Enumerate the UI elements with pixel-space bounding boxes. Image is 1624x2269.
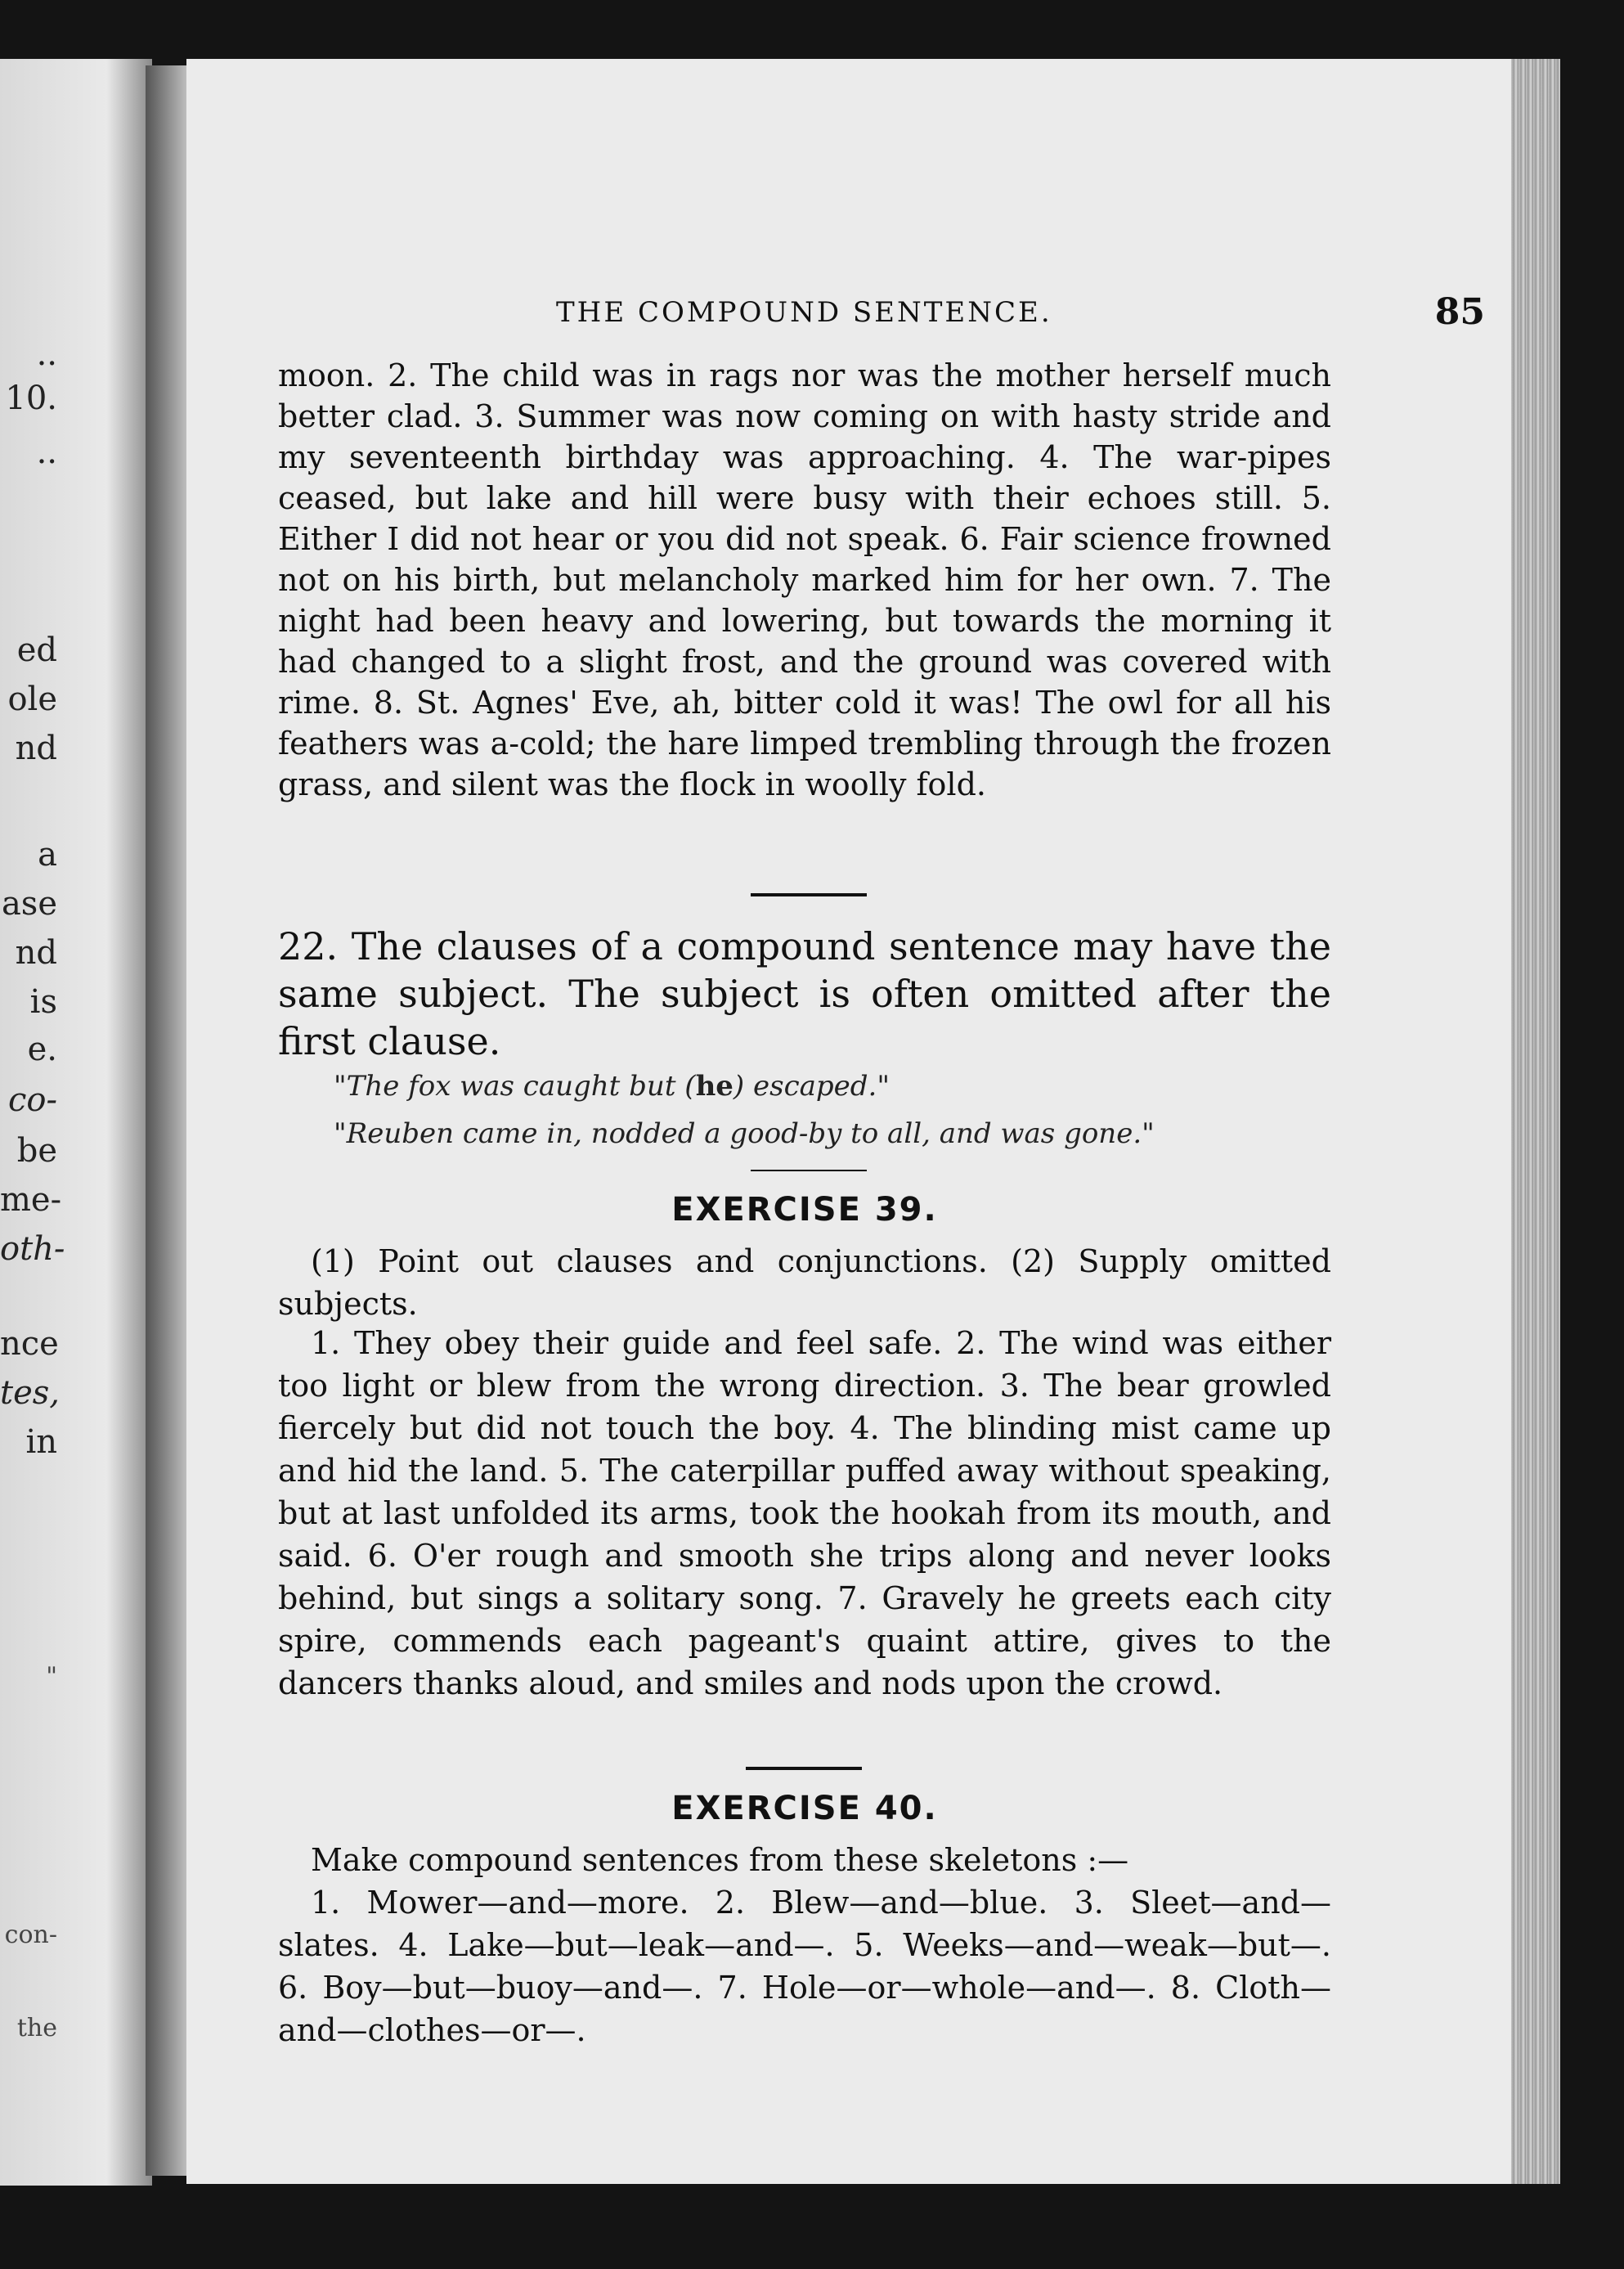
left-page-edge [0,59,152,2186]
left-page-fragment: a [38,836,57,874]
left-page-fragment: nce [0,1325,59,1363]
left-page-fragment: ed [16,631,57,669]
exercise-40-text: 1. Mower—and—more. 2. Blew—and—blue. 3. Sleet—and—slates. 4. Lake—but—leak—and—. 5. Weeks—and—weak—but—. 6. Boy—but—buoy—and—. 7. Hole—or—whole—and—. 8. Cloth—and—clothes—or—. [278,1885,1331,2048]
example-sentence: "Reuben came in, nodded a good-by to all, and was gone." [334,1117,1155,1150]
page-stack-edge [1511,59,1560,2184]
example-text: "The fox was caught but ( [334,1070,696,1103]
left-page-fragment: e. [27,1031,57,1068]
left-page-fragment: is [29,983,57,1021]
left-page-fragment: ole [7,681,57,718]
section-divider [746,1767,862,1770]
continuation-paragraph: moon. 2. The child was in rags nor was the mother herself much better clad. 3. Summer was now coming on with hasty stride and my seventeenth birthday was approaching. 4. The war-pipes ceased, but lake and hill were busy with their echoes still. 5. Either I did not hear or you did not speak. 6. Fair science frowned not on his birth, but melancholy marked him for her own. 7. The night had been heavy and lowering, but towards the morning it had changed to a slight frost, and the ground was covered with rime. 8. St. Agnes' Eve, ah, bitter cold it was! The owl for all his feathers was a-cold; the hare limped trembling through the frozen grass, and silent was the flock in woolly fold. [278,357,1331,802]
exercise-39-text: 1. They obey their guide and feel safe. 2. The wind was either too light or blew from the wrong direction. 3. The bear growled fiercely but did not touch the boy. 4. The blinding mist came up and hid the land. 5. The caterpillar puffed away without speaking, but at last unfolded its arms, took the hookah from its mouth, and said. 6. O'er rough and smooth she trips along and never looks behind, but sings a solitary song. 7. Gravely he greets each city spire, commends each pageant's quaint attire, gives to the dancers thanks aloud, and smiles and nods upon the crowd. [278,1325,1331,1701]
left-page-fragment: nd [15,730,57,767]
section-divider [751,893,867,896]
left-page-fragment: " [46,1662,57,1691]
running-title: THE COMPOUND SENTENCE. [556,296,1052,329]
left-page-fragment: the [16,2014,57,2042]
example-sentence [334,1070,1315,1103]
left-page-fragment: nd [15,934,57,972]
exercise-39-instructions: (1) Point out clauses and conjunctions. (2) Supply omitted subjects. [278,1243,1331,1322]
left-page-fragment: .. [36,335,57,373]
example-supplied-subject: he [695,1070,733,1103]
principle-22: 22. The clauses of a compound sentence may have the same subject. The subject is often omitted after the first clause. [278,924,1331,1063]
left-page-fragment: in [25,1423,57,1461]
left-page-fragment: me- [0,1181,62,1219]
exercise-39-heading: EXERCISE 39. [671,1191,938,1229]
left-page-fragment: con- [4,1921,57,1949]
left-page-fragment: co- [8,1081,57,1119]
page-number: 85 [1434,291,1485,333]
example-text: ) escaped." [733,1070,890,1103]
left-page-fragment: tes, [0,1374,60,1412]
left-page-fragment: 10. [5,380,57,417]
left-page-fragment: oth- [0,1230,65,1268]
left-page-fragment: ase [1,885,57,923]
book-gutter [146,65,186,2176]
section-divider [751,1170,867,1171]
left-page-fragment: be [16,1132,57,1170]
left-page-fragment: .. [36,434,57,471]
exercise-40-instructions: Make compound sentences from these skeletons :— [311,1842,1129,1878]
exercise-40-heading: EXERCISE 40. [671,1790,938,1827]
